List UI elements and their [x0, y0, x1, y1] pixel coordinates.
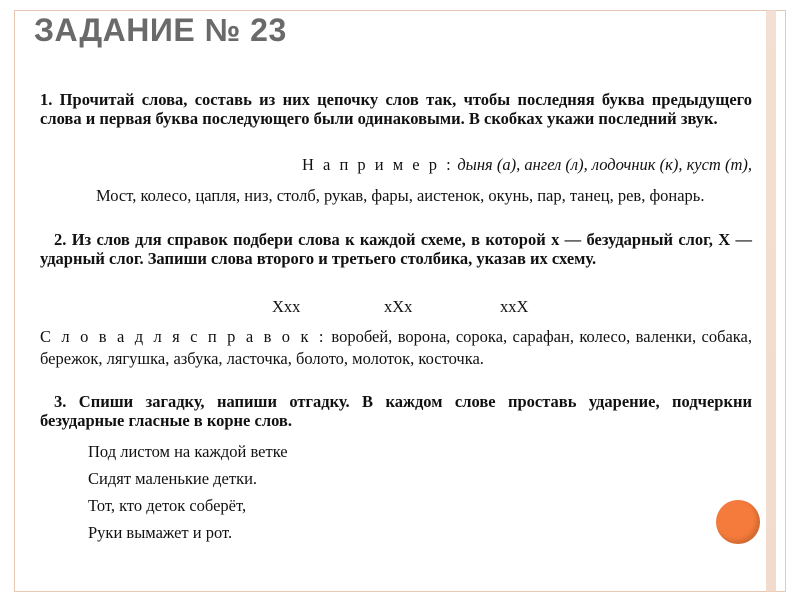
- example-words: дыня (а), ангел (л), лодочник (к), куст (т),: [457, 155, 752, 174]
- frame-left-line: [14, 10, 15, 592]
- orange-circle-decoration: [716, 500, 760, 544]
- riddle-poem: [88, 438, 288, 546]
- task2-reference-words: [40, 326, 752, 370]
- task1-word-list: Мост, колесо, цапля, низ, столб, рукав, фары, аистенок, окунь, пар, танец, рев, фонарь.: [96, 186, 705, 205]
- task3-instruction: 3. Спиши загадку, напиши отгадку. В каждом слове проставь ударение, подчеркни безударные гласные в корне слов.: [40, 392, 752, 430]
- scheme-2: хХх: [384, 297, 413, 316]
- reference-word-list: воробей, ворона, сорока, сарафан, колесо, валенки, собака, бережок, лягушка, азбука, ласточка, болото, молоток, косточка.: [40, 327, 752, 368]
- frame-top-line: [14, 10, 786, 11]
- poem-line: Сидят маленькие детки.: [88, 469, 258, 488]
- scheme-3: ххХ: [500, 297, 529, 316]
- slide-title: ЗАДАНИЕ № 23: [34, 12, 287, 48]
- reference-label: С л о в а д л я с п р а в о к :: [40, 327, 326, 346]
- example-label: Н а п р и м е р :: [301, 155, 454, 174]
- frame-right-line: [785, 10, 786, 592]
- task2-instruction: 2. Из слов для справок подбери слова к каждой схеме, в которой х — безударный слог, Х — ударный слог. Запиши слова второго и третьего столбика, указав их схему.: [40, 230, 752, 268]
- poem-line: Руки вымажет и рот.: [88, 523, 233, 542]
- decorative-side-bar: [766, 10, 776, 592]
- poem-line: Под листом на каждой ветке: [88, 442, 288, 461]
- scheme-1: Ххх: [272, 297, 301, 316]
- task1-example: [40, 155, 752, 174]
- task1-instruction: 1. Прочитай слова, составь из них цепочку слов так, чтобы последняя буква предыдущего слова и первая буква последующего были одинаковыми. В скобках укажи последний звук.: [40, 90, 752, 128]
- poem-line: Тот, кто деток соберёт,: [88, 496, 247, 515]
- frame-bottom-line: [14, 591, 786, 592]
